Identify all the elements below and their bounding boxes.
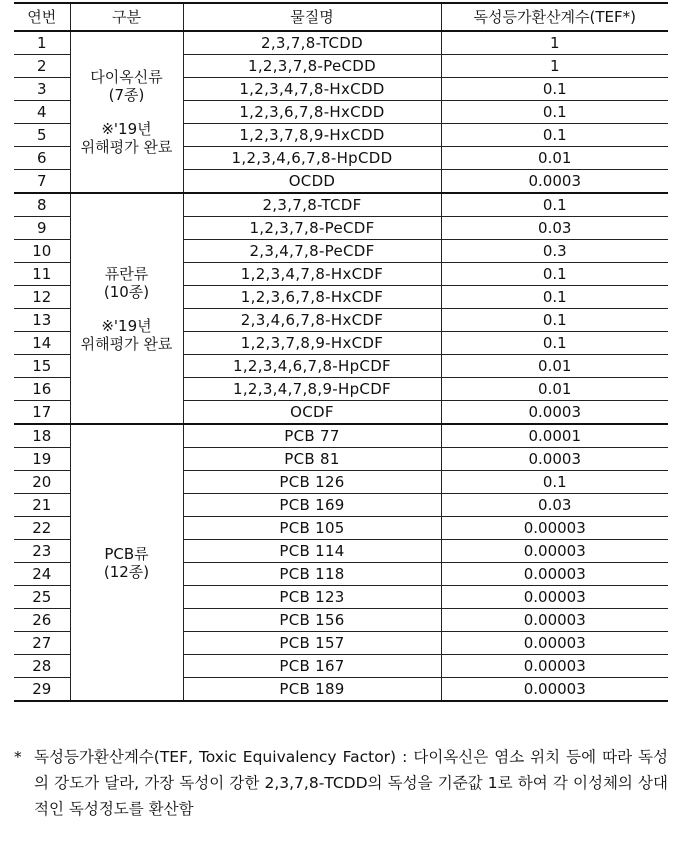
row-number: 29 bbox=[14, 678, 70, 702]
substance-name: PCB 126 bbox=[183, 471, 441, 494]
tef-value: 0.01 bbox=[441, 378, 668, 401]
tef-value: 0.1 bbox=[441, 263, 668, 286]
row-number: 7 bbox=[14, 170, 70, 194]
tef-value: 0.0003 bbox=[441, 170, 668, 194]
row-number: 15 bbox=[14, 355, 70, 378]
tef-value: 0.1 bbox=[441, 309, 668, 332]
substance-name: 2,3,7,8-TCDF bbox=[183, 193, 441, 217]
substance-name: 2,3,7,8-TCDD bbox=[183, 31, 441, 55]
table-row bbox=[14, 424, 668, 448]
substance-name: 1,2,3,4,6,7,8-HpCDD bbox=[183, 147, 441, 170]
tef-value: 0.0003 bbox=[441, 448, 668, 471]
substance-name: OCDF bbox=[183, 401, 441, 425]
substance-name: 1,2,3,4,7,8,9-HpCDF bbox=[183, 378, 441, 401]
tef-value: 0.00003 bbox=[441, 540, 668, 563]
header-row bbox=[14, 3, 668, 31]
substance-name: OCDD bbox=[183, 170, 441, 194]
tef-value: 0.1 bbox=[441, 471, 668, 494]
substance-name: 1,2,3,7,8-PeCDF bbox=[183, 217, 441, 240]
row-number: 4 bbox=[14, 101, 70, 124]
substance-name: PCB 114 bbox=[183, 540, 441, 563]
row-number: 25 bbox=[14, 586, 70, 609]
footnote bbox=[14, 744, 668, 822]
tef-value: 0.1 bbox=[441, 193, 668, 217]
row-number: 2 bbox=[14, 55, 70, 78]
tef-value: 0.03 bbox=[441, 494, 668, 517]
category-cell bbox=[70, 424, 183, 701]
table-row bbox=[14, 193, 668, 217]
row-number: 16 bbox=[14, 378, 70, 401]
row-number: 22 bbox=[14, 517, 70, 540]
substance-name: PCB 77 bbox=[183, 424, 441, 448]
category-count: (7종) bbox=[108, 86, 145, 104]
substance-name: PCB 169 bbox=[183, 494, 441, 517]
row-number: 21 bbox=[14, 494, 70, 517]
row-number: 3 bbox=[14, 78, 70, 101]
tef-value: 0.00003 bbox=[441, 517, 668, 540]
substance-name: PCB 105 bbox=[183, 517, 441, 540]
row-number: 1 bbox=[14, 31, 70, 55]
tef-value: 0.1 bbox=[441, 332, 668, 355]
substance-name: 1,2,3,7,8,9-HxCDF bbox=[183, 332, 441, 355]
tef-value: 0.0001 bbox=[441, 424, 668, 448]
category-note: ※'19년 bbox=[101, 120, 152, 138]
row-number: 20 bbox=[14, 471, 70, 494]
row-number: 27 bbox=[14, 632, 70, 655]
row-number: 26 bbox=[14, 609, 70, 632]
substance-name: 1,2,3,4,7,8-HxCDD bbox=[183, 78, 441, 101]
substance-name: PCB 157 bbox=[183, 632, 441, 655]
tef-value: 0.1 bbox=[441, 78, 668, 101]
row-number: 6 bbox=[14, 147, 70, 170]
substance-name: PCB 156 bbox=[183, 609, 441, 632]
row-number: 12 bbox=[14, 286, 70, 309]
substance-name: 1,2,3,7,8-PeCDD bbox=[183, 55, 441, 78]
tef-value: 0.3 bbox=[441, 240, 668, 263]
row-number: 9 bbox=[14, 217, 70, 240]
row-number: 13 bbox=[14, 309, 70, 332]
category-count: (12종) bbox=[103, 562, 150, 581]
table-body bbox=[14, 31, 668, 701]
substance-name: PCB 123 bbox=[183, 586, 441, 609]
tef-value: 0.1 bbox=[441, 286, 668, 309]
tef-value: 0.1 bbox=[441, 101, 668, 124]
tef-value: 0.0003 bbox=[441, 401, 668, 425]
row-number: 10 bbox=[14, 240, 70, 263]
tef-value: 0.03 bbox=[441, 217, 668, 240]
category-cell bbox=[70, 193, 183, 424]
category-note-detail: 위해평가 완료 bbox=[80, 334, 173, 353]
tef-value: 0.01 bbox=[441, 147, 668, 170]
row-number: 18 bbox=[14, 424, 70, 448]
substance-name: 1,2,3,4,6,7,8-HpCDF bbox=[183, 355, 441, 378]
row-number: 11 bbox=[14, 263, 70, 286]
row-number: 17 bbox=[14, 401, 70, 425]
category-name: 다이옥신류 bbox=[90, 68, 163, 86]
category-name: PCB류 bbox=[104, 544, 149, 563]
tef-value: 0.00003 bbox=[441, 586, 668, 609]
substance-name: 1,2,3,7,8,9-HxCDD bbox=[183, 124, 441, 147]
category-cell bbox=[70, 31, 183, 193]
substance-name: 2,3,4,7,8-PeCDF bbox=[183, 240, 441, 263]
row-number: 28 bbox=[14, 655, 70, 678]
row-number: 19 bbox=[14, 448, 70, 471]
tef-value: 0.01 bbox=[441, 355, 668, 378]
header-category: 구분 bbox=[70, 3, 183, 31]
tef-value: 1 bbox=[441, 31, 668, 55]
header-no: 연번 bbox=[14, 3, 70, 31]
substance-name: PCB 167 bbox=[183, 655, 441, 678]
row-number: 23 bbox=[14, 540, 70, 563]
row-number: 8 bbox=[14, 193, 70, 217]
row-number: 5 bbox=[14, 124, 70, 147]
tef-table bbox=[14, 2, 668, 702]
row-number: 14 bbox=[14, 332, 70, 355]
category-note-detail: 위해평가 완료 bbox=[80, 138, 173, 156]
tef-value: 0.00003 bbox=[441, 678, 668, 702]
header-substance: 물질명 bbox=[183, 3, 441, 31]
category-note: ※'19년 bbox=[101, 316, 152, 335]
substance-name: PCB 118 bbox=[183, 563, 441, 586]
tef-value: 0.00003 bbox=[441, 655, 668, 678]
table-row bbox=[14, 31, 668, 55]
footnote-text: 독성등가환산계수(TEF, Toxic Equivalency Factor) : 다이옥신은 염소 위치 등에 따라 독성의 강도가 달라, 가장 독성이 강한 2,3,7,8-TCDD의 독성을 기준값 1로 하여 각 이성체의 상대적인 독성정도를 환산함 bbox=[34, 748, 668, 818]
category-count: (10종) bbox=[103, 282, 150, 301]
footnote-marker: * bbox=[14, 748, 22, 766]
tef-value: 0.1 bbox=[441, 124, 668, 147]
tef-value: 0.00003 bbox=[441, 563, 668, 586]
tef-value: 0.00003 bbox=[441, 609, 668, 632]
tef-value: 0.00003 bbox=[441, 632, 668, 655]
substance-name: 1,2,3,6,7,8-HxCDF bbox=[183, 286, 441, 309]
substance-name: 1,2,3,6,7,8-HxCDD bbox=[183, 101, 441, 124]
substance-name: PCB 189 bbox=[183, 678, 441, 702]
category-name: 퓨란류 bbox=[104, 264, 149, 283]
substance-name: PCB 81 bbox=[183, 448, 441, 471]
substance-name: 1,2,3,4,7,8-HxCDF bbox=[183, 263, 441, 286]
row-number: 24 bbox=[14, 563, 70, 586]
substance-name: 2,3,4,6,7,8-HxCDF bbox=[183, 309, 441, 332]
tef-value: 1 bbox=[441, 55, 668, 78]
header-tef: 독성등가환산계수(TEF*) bbox=[441, 3, 668, 31]
